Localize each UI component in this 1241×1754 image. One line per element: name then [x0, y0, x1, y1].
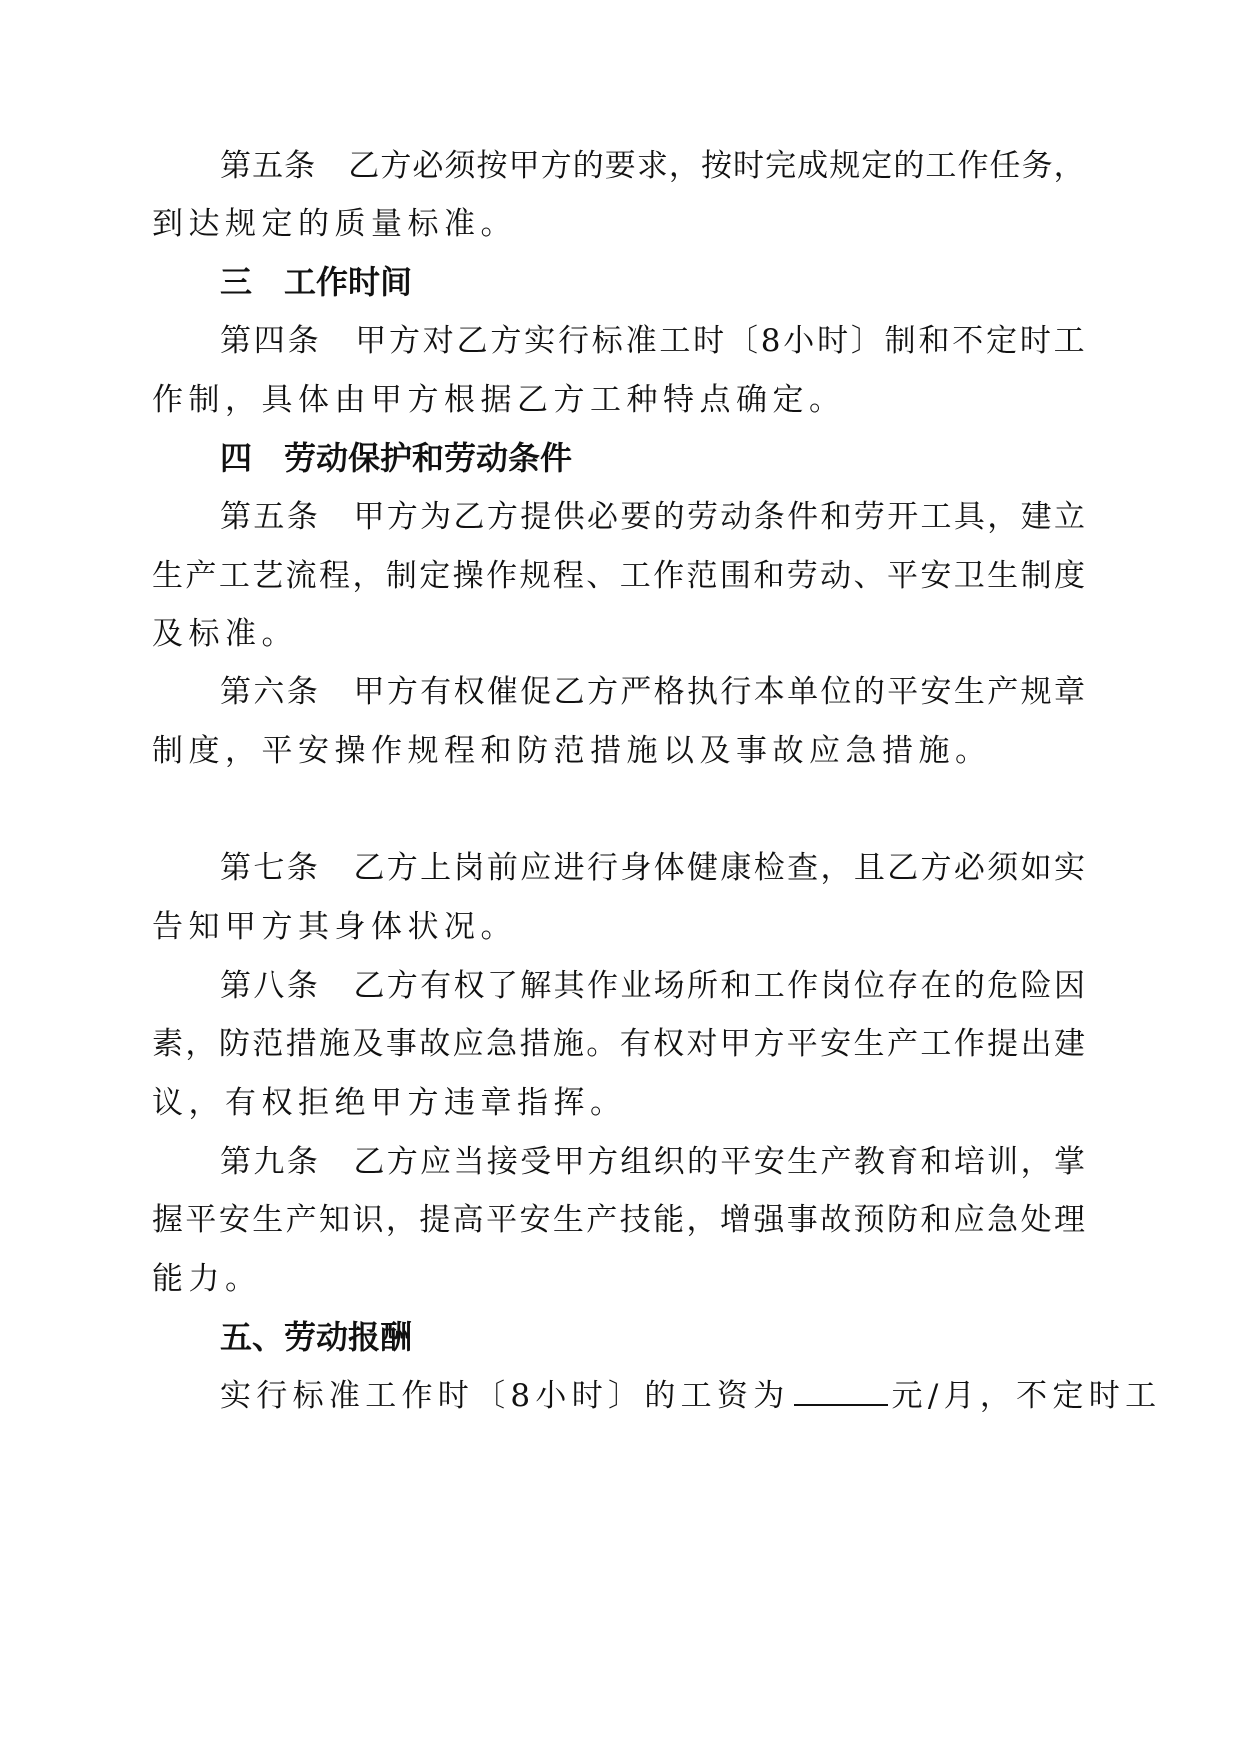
char: 健: [687, 850, 719, 886]
char: 方: [490, 323, 522, 359]
char: 事: [786, 1202, 818, 1238]
char: 程: [552, 558, 584, 594]
char: ，: [1053, 148, 1085, 184]
char: 识: [352, 1202, 384, 1238]
char: 的: [687, 1144, 719, 1180]
char: 条: [753, 499, 785, 535]
text-line: [220, 1142, 1085, 1182]
char: [320, 1142, 351, 1182]
char: 、: [853, 558, 885, 594]
char: 康: [720, 850, 752, 886]
char: 的: [853, 674, 885, 710]
char: 其: [553, 968, 585, 1004]
char: 方: [388, 323, 420, 359]
char: 和: [920, 1144, 952, 1180]
text-line: 告知甲方其身体状况。: [152, 909, 517, 945]
char: 标: [591, 323, 623, 359]
char: 织: [653, 1144, 685, 1180]
char: 理: [1053, 1202, 1085, 1238]
char: 、: [586, 558, 618, 594]
char: 产: [987, 674, 1019, 710]
char: 有: [420, 674, 452, 710]
char: 平: [887, 674, 919, 710]
char: 必: [953, 850, 985, 886]
char: 范: [252, 1026, 284, 1062]
section-heading: 五、劳动报酬: [220, 1318, 413, 1356]
char: 的: [893, 148, 925, 184]
char: 第: [220, 968, 251, 1004]
char: 方: [586, 674, 618, 710]
char: 检: [753, 850, 785, 886]
char: 产: [285, 1202, 317, 1238]
text-line: [220, 146, 1085, 186]
char: 防: [886, 1202, 918, 1238]
text-line: [220, 321, 1085, 361]
char: 催: [486, 674, 518, 710]
char: 流: [285, 558, 317, 594]
char: 艺: [252, 558, 284, 594]
char: 及: [352, 1026, 384, 1062]
char: [320, 966, 351, 1006]
text-line: 制度，平安操作规程和防范措施以及事故应急措施。: [152, 733, 992, 769]
text-line: [220, 672, 1085, 712]
char: [320, 848, 351, 888]
char: 提: [419, 1202, 451, 1238]
char: 乙: [348, 148, 380, 184]
char: 规: [1020, 674, 1052, 710]
char: ，: [668, 148, 700, 184]
char: 方: [386, 968, 418, 1004]
char: 掌: [1053, 1144, 1085, 1180]
char: 进: [553, 850, 585, 886]
char: 预: [853, 1202, 885, 1238]
char: 生: [252, 1202, 284, 1238]
char: 。: [586, 1026, 618, 1062]
char: 应: [953, 1202, 985, 1238]
char: 乙: [553, 674, 585, 710]
char: 培: [953, 1144, 985, 1180]
char: 格: [653, 674, 685, 710]
section-heading: 三 工作时间: [220, 263, 413, 301]
char: 须: [987, 850, 1019, 886]
char: 六: [253, 674, 285, 710]
char: 作: [953, 1026, 985, 1062]
char: 供: [553, 499, 585, 535]
char: 产: [820, 1144, 852, 1180]
char: 对: [686, 1026, 718, 1062]
char: 建: [1053, 1026, 1085, 1062]
char: 条: [286, 1144, 318, 1180]
char: 要: [604, 148, 636, 184]
text-segment: 实行标准工作时〔8小时〕的工资为: [220, 1378, 790, 1414]
char: 范: [686, 558, 718, 594]
char: 安: [218, 1202, 250, 1238]
char: 七: [253, 850, 285, 886]
char: 第: [220, 850, 251, 886]
char: 了: [486, 968, 518, 1004]
char: 受: [520, 1144, 552, 1180]
char: 位: [853, 968, 885, 1004]
char: 〕: [850, 323, 882, 359]
char: [320, 497, 351, 537]
char: 开: [887, 499, 919, 535]
char: 甲: [508, 148, 540, 184]
char: 单: [787, 674, 819, 710]
char: 组: [620, 1144, 652, 1180]
char: 平: [786, 1026, 818, 1062]
char: 提: [520, 499, 552, 535]
char: 成: [797, 148, 829, 184]
char: 必: [412, 148, 444, 184]
char: 生: [552, 1202, 584, 1238]
char: 安: [519, 1202, 551, 1238]
char: 增: [719, 1202, 751, 1238]
char: 处: [1020, 1202, 1052, 1238]
char: 方: [386, 1144, 418, 1180]
char: ，: [1020, 1144, 1052, 1180]
char: 产: [586, 1202, 618, 1238]
char: 安: [920, 558, 952, 594]
char: 卫: [953, 558, 985, 594]
char: 甲: [353, 674, 385, 710]
char: 施: [319, 1026, 351, 1062]
char: [320, 672, 351, 712]
char: 当: [453, 1144, 485, 1180]
text-line: [220, 966, 1085, 1006]
char: 须: [444, 148, 476, 184]
char: 时: [733, 148, 764, 184]
char: 制: [385, 558, 417, 594]
char: 定: [419, 558, 451, 594]
char: 立: [1053, 499, 1085, 535]
char: 权: [453, 968, 485, 1004]
char: 强: [753, 1202, 785, 1238]
char: 工: [1053, 323, 1085, 359]
char: 业: [620, 968, 652, 1004]
char: 急: [987, 1202, 1019, 1238]
text-line: [152, 1200, 1085, 1240]
char: 对: [422, 323, 454, 359]
char: 安: [920, 674, 952, 710]
char: 要: [620, 499, 652, 535]
char: ，: [820, 850, 852, 886]
char: 行: [586, 850, 618, 886]
char: 工: [753, 968, 785, 1004]
char: ，: [385, 1202, 417, 1238]
char: 技: [619, 1202, 651, 1238]
char: ，: [352, 558, 384, 594]
char: 不: [952, 323, 984, 359]
char: 条: [287, 323, 319, 359]
char: 定: [986, 323, 1018, 359]
char: 条: [286, 968, 318, 1004]
char: 制: [884, 323, 916, 359]
text-line: [220, 848, 1085, 888]
char: 场: [653, 968, 685, 1004]
char: 方: [540, 148, 572, 184]
char: 条: [286, 499, 318, 535]
char: 乙: [353, 1144, 385, 1180]
char: 的: [572, 148, 604, 184]
char: 规: [519, 558, 551, 594]
char: 握: [152, 1202, 183, 1238]
char: 劳: [853, 499, 885, 535]
char: 有: [420, 968, 452, 1004]
char: 身: [620, 850, 652, 886]
char: 乙: [453, 499, 485, 535]
char: 应: [520, 850, 552, 886]
char: 和: [920, 1202, 952, 1238]
char: 具: [953, 499, 985, 535]
char: 生: [152, 558, 183, 594]
char: 实: [524, 323, 556, 359]
char: 规: [829, 148, 861, 184]
char: 平: [886, 558, 918, 594]
char: 动: [720, 499, 752, 535]
char: 在: [920, 968, 952, 1004]
char: ，: [185, 1026, 217, 1062]
text-line: 议，有权拒绝甲方违章指挥。: [152, 1085, 627, 1121]
char: 本: [753, 674, 785, 710]
char: 如: [1020, 850, 1052, 886]
text-line: [220, 497, 1085, 537]
char: 应: [452, 1026, 484, 1062]
char: 防: [218, 1026, 250, 1062]
char: 故: [419, 1026, 451, 1062]
char: 有: [619, 1026, 651, 1062]
text-line: [152, 1024, 1085, 1064]
char: 条: [286, 674, 318, 710]
char: 上: [420, 850, 452, 886]
char: 方: [586, 1144, 618, 1180]
char: 方: [386, 674, 418, 710]
char: 位: [820, 674, 852, 710]
char: 甲: [553, 1144, 585, 1180]
char: 方: [380, 148, 412, 184]
char: 执: [687, 674, 719, 710]
char: 第: [220, 323, 251, 359]
char: 工: [659, 323, 691, 359]
char: 方: [386, 850, 418, 886]
char: 和: [918, 323, 950, 359]
char: 甲: [355, 323, 387, 359]
char: 四: [253, 323, 285, 359]
char: 工: [920, 1026, 952, 1062]
char: 生: [987, 558, 1019, 594]
char: 能: [653, 1202, 685, 1238]
char: 方: [753, 1026, 785, 1062]
char: 和: [753, 558, 785, 594]
char: 八: [253, 968, 285, 1004]
char: 准: [625, 323, 657, 359]
char: 应: [420, 1144, 452, 1180]
char: 因: [1053, 968, 1085, 1004]
char: 措: [519, 1026, 551, 1062]
char: 乙: [353, 968, 385, 1004]
char: 任: [989, 148, 1021, 184]
char: 条: [284, 148, 316, 184]
char: 行: [557, 323, 589, 359]
char: 的: [953, 968, 985, 1004]
char: 九: [253, 1144, 285, 1180]
char: 作: [957, 148, 989, 184]
char: 第: [220, 148, 251, 184]
char: 五: [253, 499, 285, 535]
char: 按: [476, 148, 508, 184]
char: 作: [787, 968, 819, 1004]
char: 和: [820, 499, 852, 535]
char: 完: [765, 148, 797, 184]
char: 岗: [453, 850, 485, 886]
text-segment: 元/月，不定时工: [891, 1378, 1162, 1414]
char: 促: [520, 674, 552, 710]
char: 产: [886, 1026, 918, 1062]
char: 产: [185, 558, 217, 594]
char: 出: [1020, 1026, 1052, 1062]
char: 解: [520, 968, 552, 1004]
char: 〔: [726, 323, 758, 359]
char: ，: [987, 499, 1019, 535]
char: 工: [619, 558, 651, 594]
char: 育: [887, 1144, 919, 1180]
char: 建: [1020, 499, 1052, 535]
char: 知: [319, 1202, 351, 1238]
char: 围: [719, 558, 751, 594]
char: 甲: [353, 499, 385, 535]
char: 制: [1020, 558, 1052, 594]
char: 作: [653, 558, 685, 594]
char: 权: [453, 674, 485, 710]
section-heading: 四 劳动保护和劳动条件: [220, 439, 573, 477]
char: 且: [853, 850, 885, 886]
char: 条: [286, 850, 318, 886]
char: 操: [452, 558, 484, 594]
char: 危: [987, 968, 1019, 1004]
char: 事: [385, 1026, 417, 1062]
char: 乙: [887, 850, 919, 886]
char: 件: [787, 499, 819, 535]
char: 接: [486, 1144, 518, 1180]
char: 8: [760, 323, 781, 359]
char: 安: [820, 1026, 852, 1062]
char: 故: [820, 1202, 852, 1238]
char: 工: [218, 558, 250, 594]
char: 权: [653, 1026, 685, 1062]
char: 工: [925, 148, 957, 184]
char: 和: [720, 968, 752, 1004]
char: 存: [887, 968, 919, 1004]
char: 平: [185, 1202, 217, 1238]
text-line: 能力。: [152, 1261, 262, 1297]
char: 作: [586, 968, 618, 1004]
char: 甲: [719, 1026, 751, 1062]
char: 措: [285, 1026, 317, 1062]
char: 程: [319, 558, 351, 594]
char: 严: [620, 674, 652, 710]
char: 查: [787, 850, 819, 886]
char: 时: [693, 323, 725, 359]
char: 平: [720, 1144, 752, 1180]
char: 方: [386, 499, 418, 535]
char: 定: [861, 148, 893, 184]
char: [316, 146, 347, 186]
char: 工: [920, 499, 952, 535]
char: 岗: [820, 968, 852, 1004]
char: 求: [636, 148, 668, 184]
char: 动: [820, 558, 852, 594]
text-line: 作制，具体由甲方根据乙方工种特点确定。: [152, 382, 846, 418]
char: 生: [853, 1026, 885, 1062]
char: 第: [220, 674, 251, 710]
wage-blank: [794, 1378, 888, 1406]
char: 安: [753, 1144, 785, 1180]
char: 小: [783, 323, 815, 359]
text-line: [220, 1376, 1162, 1416]
char: 第: [220, 1144, 251, 1180]
char: 平: [486, 1202, 518, 1238]
char: 方: [920, 850, 952, 886]
char: 训: [987, 1144, 1019, 1180]
char: 方: [486, 499, 518, 535]
text-line: 到达规定的质量标准。: [152, 206, 517, 242]
char: 前: [486, 850, 518, 886]
char: 素: [152, 1026, 183, 1062]
char: 乙: [456, 323, 488, 359]
char: 生: [787, 1144, 819, 1180]
char: [321, 321, 352, 361]
text-line: [152, 556, 1085, 596]
char: 时: [817, 323, 849, 359]
char: 教: [853, 1144, 885, 1180]
char: 急: [486, 1026, 518, 1062]
char: 时: [1019, 323, 1051, 359]
char: 必: [586, 499, 618, 535]
char: 劳: [786, 558, 818, 594]
char: 生: [953, 674, 985, 710]
char: 乙: [353, 850, 385, 886]
char: 务: [1021, 148, 1053, 184]
char: 行: [720, 674, 752, 710]
char: 所: [687, 968, 719, 1004]
char: 按: [700, 148, 732, 184]
char: 为: [420, 499, 452, 535]
char: 施: [552, 1026, 584, 1062]
char: 五: [252, 148, 284, 184]
char: 第: [220, 499, 251, 535]
char: 章: [1053, 674, 1085, 710]
char: 实: [1053, 850, 1085, 886]
char: 度: [1053, 558, 1085, 594]
char: 劳: [687, 499, 719, 535]
char: 提: [987, 1026, 1019, 1062]
char: ，: [686, 1202, 718, 1238]
char: 险: [1020, 968, 1052, 1004]
char: 体: [653, 850, 685, 886]
char: 的: [653, 499, 685, 535]
char: 作: [486, 558, 518, 594]
char: 高: [452, 1202, 484, 1238]
text-line: 及标准。: [152, 616, 298, 652]
